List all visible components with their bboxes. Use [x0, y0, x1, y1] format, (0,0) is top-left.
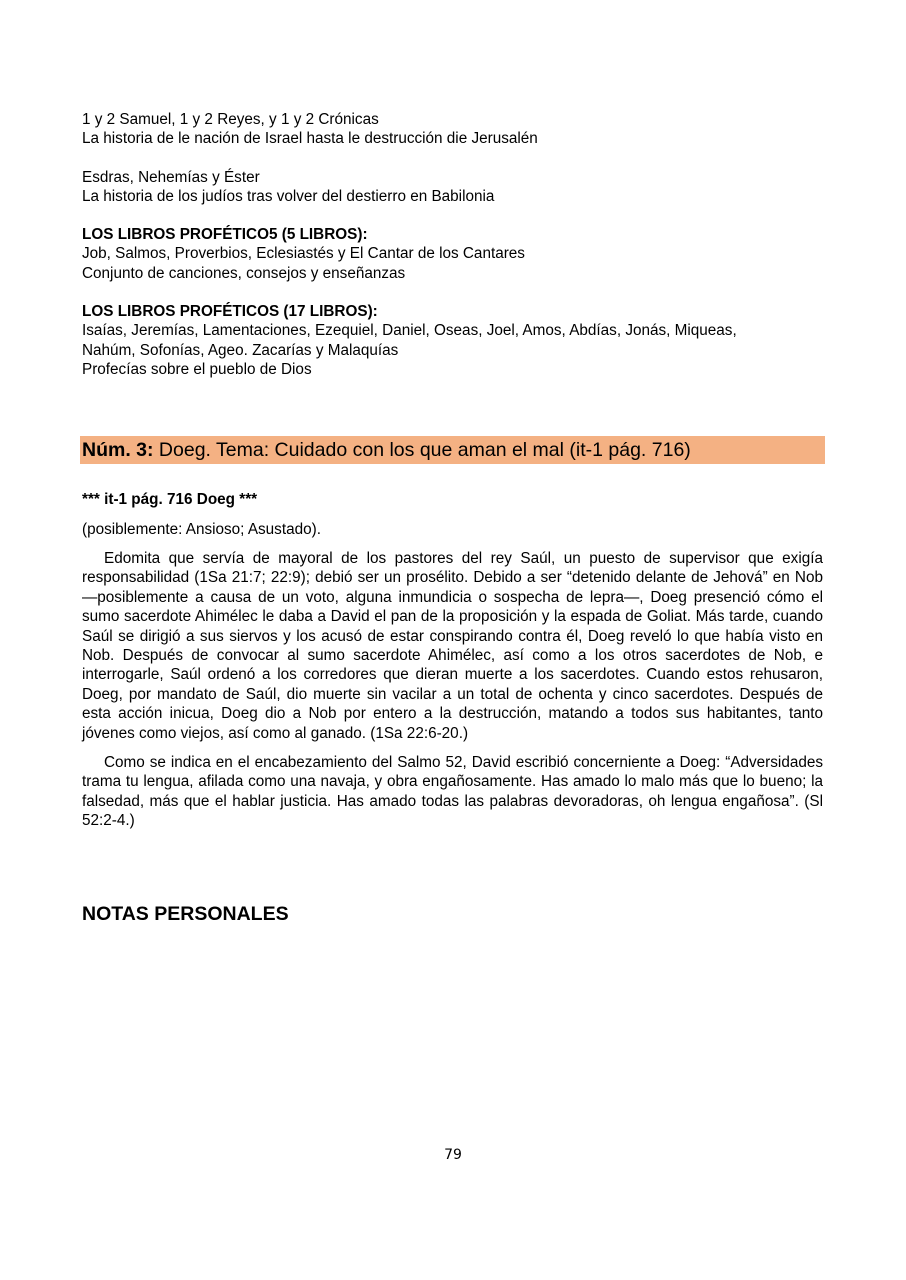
prophetic-books-list-line1: Isaías, Jeremías, Lamentaciones, Ezequiel, Daniel, Oseas, Joel, Amos, Abdías, Jonás, Miqueas,	[82, 322, 737, 340]
poetic-books-list: Job, Salmos, Proverbios, Eclesiastés y El Cantar de los Cantares	[82, 245, 525, 263]
notes-heading: NOTAS PERSONALES	[82, 903, 289, 925]
intro-section	[82, 110, 824, 398]
article-title: *** it-1 pág. 716 Doeg ***	[82, 491, 258, 508]
poetic-books-heading: LOS LIBROS PROFÉTICO5 (5 LIBROS):	[82, 226, 368, 244]
section-heading-bar	[80, 436, 825, 464]
section-number-label: Núm. 3:	[82, 439, 154, 461]
return-books-title: Esdras, Nehemías y Éster	[82, 168, 260, 186]
article-meaning: (posiblemente: Ansioso; Asustado).	[82, 521, 321, 538]
prophetic-books-list-line2: Nahúm, Sofonías, Ageo. Zacarías y Malaquías	[82, 341, 399, 359]
historic-books-title: 1 y 2 Samuel, 1 y 2 Reyes, y 1 y 2 Crónicas	[82, 111, 379, 128]
section-title: Doeg. Tema: Cuidado con los que aman el mal (it-1 pág. 716)	[153, 439, 691, 461]
article-paragraph-2: Como se indica en el encabezamiento del Salmo 52, David escribió concerniente a Doeg: “Adversidades trama tu lengua, afilada como una navaja, y obra engañosamente. Has amado lo malo más que lo bueno; la falsedad, más que el hablar justicia. Has amado todas las palabras devoradoras, oh lengua engañosa”. (Sl 52:2-4.)	[82, 754, 823, 830]
return-books-description: La historia de los judíos tras volver del destierro en Babilonia	[82, 187, 495, 205]
page-number: 79	[444, 1147, 462, 1163]
prophetic-books-group	[82, 302, 824, 379]
poetic-books-group	[82, 225, 824, 283]
prophetic-books-heading: LOS LIBROS PROFÉTICOS (17 LIBROS):	[82, 303, 378, 321]
article	[82, 490, 823, 841]
return-books-group	[82, 168, 824, 207]
poetic-books-description: Conjunto de canciones, consejos y enseñanzas	[82, 264, 406, 282]
historic-books-description: La historia de le nación de Israel hasta le destrucción die Jerusalén	[82, 130, 538, 148]
prophetic-books-description: Profecías sobre el pueblo de Dios	[82, 360, 312, 378]
historic-books-group	[82, 110, 824, 149]
article-paragraph-1: Edomita que servía de mayoral de los pastores del rey Saúl, un puesto de supervisor que exigía responsabilidad (1Sa 21:7; 22:9); debió ser un prosélito. Debido a ser “detenido delante de Jehová” en Nob —posiblemente a causa de un voto, alguna inmundicia o sospecha de lepra—, Doeg presenció cómo el sumo sacerdote Ahimélec le daba a David el pan de la proposición y la espada de Goliat. Más tarde, cuando Saúl se dirigió a sus siervos y los acusó de estar conspirando contra él, Doeg reveló lo que había visto en Nob. Después de convocar al sumo sacerdote Ahimélec, así como a los otros sacerdotes de Nob, e interrogarle, Saúl ordenó a los corredores que dieran muerte a los sacerdotes. Cuando estos rehusaron, Doeg, por mandato de Saúl, dio muerte sin vacilar a un total de ochenta y cinco sacerdotes. Después de esta acción inicua, Doeg dio a Nob por entero a la destrucción, matando a todos sus habitantes, tanto jóvenes como viejos, así como al ganado. (1Sa 22:6-20.)	[82, 550, 823, 742]
